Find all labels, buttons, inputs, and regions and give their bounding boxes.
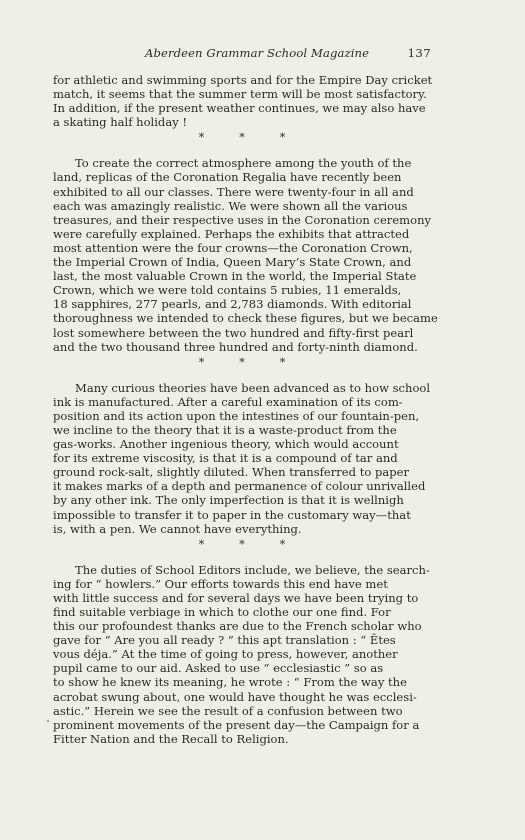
text-line: lost somewhere between the two hundred and fifty-first pearl bbox=[53, 325, 414, 340]
text-line: To create the correct atmosphere among the youth of the bbox=[75, 156, 412, 171]
text-line: to show he knew its meaning, he wrote : “ From the way the bbox=[53, 675, 407, 690]
text-line: The duties of School Editors include, we believe, the search- bbox=[75, 562, 430, 577]
text-line: is, with a pen. We cannot have everything. bbox=[53, 521, 302, 536]
text-line: were carefully explained. Perhaps the exhibits that attracted bbox=[53, 226, 410, 241]
running-head bbox=[53, 42, 431, 62]
text-line: the Imperial Crown of India, Queen Mary’s State Crown, and bbox=[53, 255, 412, 270]
running-title: Aberdeen Grammar School Magazine bbox=[145, 46, 370, 60]
body-text bbox=[53, 73, 438, 746]
text-line: ground rock-salt, slightly diluted. When transferred to paper bbox=[53, 465, 409, 480]
paragraph-howlers bbox=[53, 563, 431, 746]
text-line: acrobat swung about, one would have thought he was ecclesi- bbox=[53, 689, 417, 704]
text-line: land, replicas of the Coronation Regalia have recently been bbox=[53, 170, 402, 185]
text-line: position and its action upon the intestines of our fountain-pen, bbox=[53, 408, 420, 423]
section-separator: * * * bbox=[198, 537, 286, 551]
text-line: impossible to transfer it to paper in the customary way—that bbox=[53, 507, 411, 522]
paper-speck bbox=[47, 720, 49, 722]
text-line: gave for “ Are you all ready ? ” this apt translation : “ Êtes bbox=[53, 633, 396, 648]
text-line: ing for “ howlers.” Our efforts towards this end have met bbox=[53, 576, 388, 591]
text-line: we incline to the theory that it is a waste-product from the bbox=[53, 422, 397, 437]
text-line: most attention were the four crowns—the Coronation Crown, bbox=[53, 240, 413, 255]
text-line: a skating half holiday ! bbox=[53, 115, 188, 130]
text-line: thoroughness we intended to check these figures, but we became bbox=[53, 311, 438, 326]
text-line: for athletic and swimming sports and for the Empire Day cricket bbox=[53, 73, 433, 87]
text-line: find suitable verbiage in which to clothe our one find. For bbox=[53, 605, 391, 619]
paragraph-empire-day bbox=[53, 73, 431, 129]
text-line: match, it seems that the summer term will be most satisfactory. bbox=[53, 87, 427, 102]
text-line: it makes marks of a depth and permanence of colour unrivalled bbox=[53, 479, 426, 494]
text-line: by any other ink. The only imperfection is that it is wellnigh bbox=[53, 493, 404, 508]
text-line: with little success and for several days we have been trying to bbox=[53, 590, 419, 605]
text-line: vous déja.” At the time of going to press, however, another bbox=[53, 647, 398, 662]
text-line: Many curious theories have been advanced as to how school bbox=[75, 380, 431, 395]
text-line: treasures, and their respective uses in the Coronation ceremony bbox=[53, 212, 432, 227]
text-line: pupil came to our aid. Asked to use “ ecclesiastic ” so as bbox=[53, 661, 384, 676]
page-number: 137 bbox=[407, 46, 431, 60]
section-separator: * * * bbox=[198, 355, 286, 369]
text-line: Fitter Nation and the Recall to Religion. bbox=[53, 731, 289, 746]
text-line: and the two thousand three hundred and forty-ninth diamond. bbox=[53, 339, 418, 354]
text-line: Crown, which we were told contains 5 rubies, 11 emeralds, bbox=[53, 283, 402, 298]
text-line: this our profoundest thanks are due to the French scholar who bbox=[53, 619, 422, 634]
text-line: for its extreme viscosity, is that it is a compound of tar and bbox=[53, 451, 398, 466]
text-line: astic.” Herein we see the result of a confusion between two bbox=[53, 703, 403, 718]
text-line: ink is manufactured. After a careful examination of its com- bbox=[53, 394, 403, 409]
text-line: prominent movements of the present day—the Campaign for a bbox=[53, 717, 420, 732]
text-line: exhibited to all our classes. There were twenty-four in all and bbox=[53, 184, 414, 199]
text-line: gas-works. Another ingenious theory, which would account bbox=[53, 437, 399, 452]
paragraph-school-ink bbox=[53, 381, 431, 536]
magazine-page bbox=[53, 42, 438, 746]
text-line: last, the most valuable Crown in the world, the Imperial State bbox=[53, 269, 417, 284]
section-separator: * * * bbox=[198, 131, 286, 145]
text-line: In addition, if the present weather continues, we may also have bbox=[53, 101, 426, 116]
paragraph-coronation-regalia bbox=[53, 156, 438, 354]
text-line: each was amazingly realistic. We were shown all the various bbox=[53, 198, 408, 213]
text-line: 18 sapphires, 277 pearls, and 2,783 diamonds. With editorial bbox=[53, 297, 412, 312]
